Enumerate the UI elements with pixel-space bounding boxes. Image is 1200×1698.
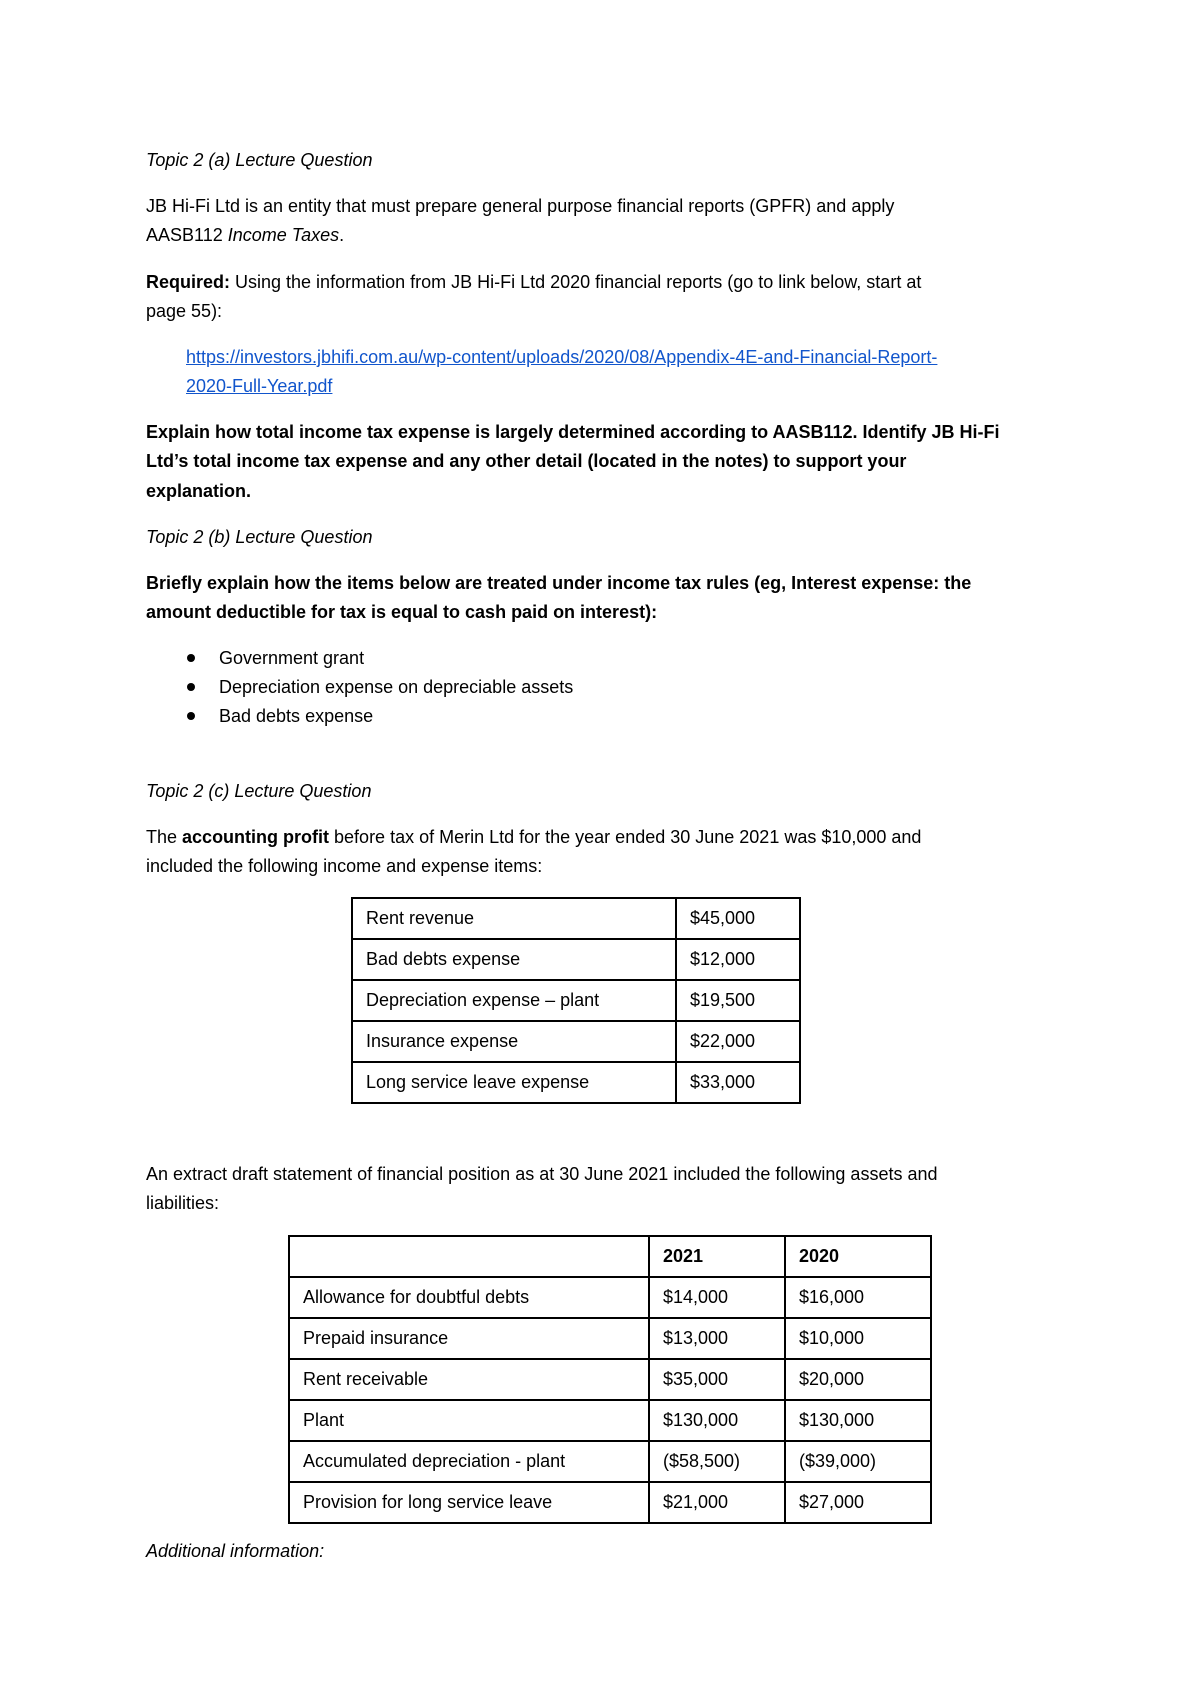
income-expense-table: [351, 897, 801, 1104]
table-row: [289, 1482, 931, 1523]
topic-b-question-line-1: Briefly explain how the items below are treated under income tax rules (eg, Interest expense: the: [146, 573, 972, 593]
required-label: Required:: [146, 272, 231, 292]
topic-a-required-line-2: page 55):: [146, 301, 223, 321]
topic-a-question-line-3: explanation.: [146, 481, 252, 501]
table-row: [289, 1318, 931, 1359]
topic-c-intro-line-1: [146, 825, 921, 849]
topic-a-required-line-1: [146, 270, 921, 294]
amount-2020-cell: $130,000: [785, 1400, 931, 1441]
topic-b-question-line-2: amount deductible for tax is equal to cash paid on interest):: [146, 602, 658, 622]
amount-2021-cell: $21,000: [649, 1482, 785, 1523]
bullet-icon: [187, 683, 195, 691]
position-intro-line-2: liabilities:: [146, 1193, 220, 1213]
topic-a-question-line-1: Explain how total income tax expense is largely determined according to AASB112. Identify JB Hi-Fi: [146, 422, 1000, 442]
item-amount-cell: $22,000: [676, 1021, 800, 1062]
item-label-cell: Bad debts expense: [352, 939, 676, 980]
topic-c-intro-line-2: included the following income and expense items:: [146, 856, 543, 876]
item-label-cell: Rent revenue: [352, 898, 676, 939]
table-row: [289, 1277, 931, 1318]
account-label-cell: Accumulated depreciation - plant: [289, 1441, 649, 1482]
amount-2021-cell: ($58,500): [649, 1441, 785, 1482]
bullet-icon: [187, 654, 195, 662]
bullet-item: Government grant: [219, 648, 365, 668]
intro-text: The: [146, 827, 183, 847]
account-label-cell: Plant: [289, 1400, 649, 1441]
table-row: [289, 1441, 931, 1482]
amount-2021-cell: $130,000: [649, 1400, 785, 1441]
topic-a-question-line-2: Ltd’s total income tax expense and any other detail (located in the notes) to support your: [146, 451, 907, 471]
item-amount-cell: $19,500: [676, 980, 800, 1021]
amount-2020-cell: $16,000: [785, 1277, 931, 1318]
amount-2021-cell: $35,000: [649, 1359, 785, 1400]
item-label-cell: Depreciation expense – plant: [352, 980, 676, 1021]
intro-text: AASB112: [146, 225, 228, 245]
item-label-cell: Long service leave expense: [352, 1062, 676, 1103]
topic-b-heading: Topic 2 (b) Lecture Question: [146, 527, 373, 547]
header-cell-2020: 2020: [785, 1236, 931, 1277]
account-label-cell: Allowance for doubtful debts: [289, 1277, 649, 1318]
item-label-cell: Insurance expense: [352, 1021, 676, 1062]
position-intro-line-1: An extract draft statement of financial position as at 30 June 2021 included the following assets and: [146, 1164, 938, 1184]
amount-2020-cell: $20,000: [785, 1359, 931, 1400]
table-row: [352, 1021, 800, 1062]
topic-a-intro-line-2: [146, 223, 344, 247]
bullet-icon: [187, 712, 195, 720]
table-header-row: [289, 1236, 931, 1277]
amount-2020-cell: ($39,000): [785, 1441, 931, 1482]
accounting-profit-term: accounting profit: [182, 827, 330, 847]
income-taxes-title: Income Taxes: [227, 225, 340, 245]
topic-a-intro-line-1: JB Hi-Fi Ltd is an entity that must prepare general purpose financial reports (GPFR) and apply: [146, 196, 895, 216]
topic-a-heading: Topic 2 (a) Lecture Question: [146, 150, 373, 170]
item-amount-cell: $45,000: [676, 898, 800, 939]
intro-text-end: .: [339, 225, 345, 245]
item-amount-cell: $12,000: [676, 939, 800, 980]
account-label-cell: Prepaid insurance: [289, 1318, 649, 1359]
financial-report-link-line-2[interactable]: 2020-Full-Year.pdf: [186, 376, 333, 396]
table-row: [352, 980, 800, 1021]
amount-2020-cell: $10,000: [785, 1318, 931, 1359]
additional-information-heading: Additional information:: [146, 1541, 325, 1561]
amount-2020-cell: $27,000: [785, 1482, 931, 1523]
bullet-item: Bad debts expense: [219, 706, 374, 726]
account-label-cell: Rent receivable: [289, 1359, 649, 1400]
table-row: [289, 1359, 931, 1400]
header-cell-2021: 2021: [649, 1236, 785, 1277]
amount-2021-cell: $14,000: [649, 1277, 785, 1318]
topic-c-heading: Topic 2 (c) Lecture Question: [146, 781, 372, 801]
table-row: [289, 1400, 931, 1441]
header-cell: [289, 1236, 649, 1277]
table-row: [352, 939, 800, 980]
account-label-cell: Provision for long service leave: [289, 1482, 649, 1523]
item-amount-cell: $33,000: [676, 1062, 800, 1103]
table-row: [352, 898, 800, 939]
intro-text-rest: before tax of Merin Ltd for the year ended 30 June 2021 was $10,000 and: [329, 827, 922, 847]
table-row: [352, 1062, 800, 1103]
required-text: Using the information from JB Hi-Fi Ltd 2020 financial reports (go to link below, start at: [230, 272, 922, 292]
financial-position-table: [288, 1235, 932, 1524]
financial-report-link-line-1[interactable]: https://investors.jbhifi.com.au/wp-content/uploads/2020/08/Appendix-4E-and-Financial-Report-: [186, 347, 938, 367]
amount-2021-cell: $13,000: [649, 1318, 785, 1359]
bullet-item: Depreciation expense on depreciable assets: [219, 677, 574, 697]
